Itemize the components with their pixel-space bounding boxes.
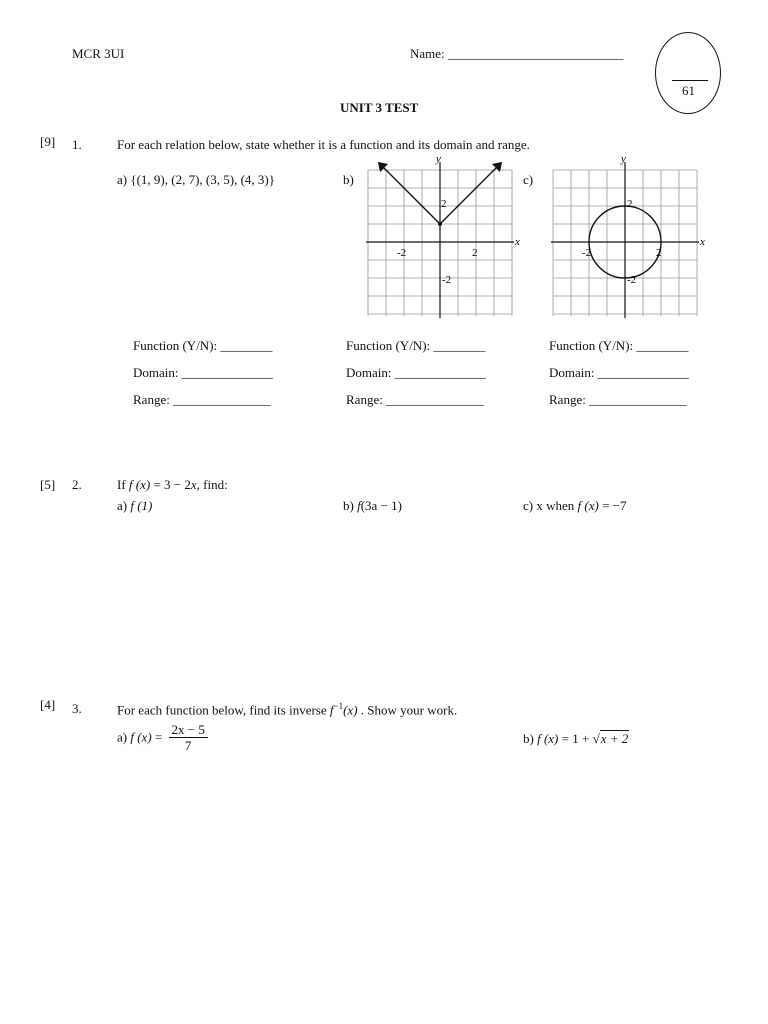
sqrt-radical-icon: √ [592,731,600,746]
graph-b-vertex [438,222,442,226]
q1b-function-field[interactable]: Function (Y/N): ________ [346,338,486,353]
graph-b-x-label: x [515,236,520,248]
q1a-domain-field[interactable]: Domain: ______________ [133,365,273,380]
name-field[interactable]: Name: ___________________________ [410,46,624,61]
q2-b-arg: (3a − 1) [360,498,402,513]
q3-a-fx: f (x) [130,729,152,745]
course-code: MCR 3UI [72,46,125,61]
q2-find: , find: [196,477,228,492]
q2-def-rhs: = 3 − 2 [153,477,191,492]
q3-a-numerator: 2x − 5 [169,722,208,738]
q2-b-label: b) [343,498,354,513]
graph-c-x-label: x [700,236,705,248]
q3-a-label: a) [117,729,128,745]
page-title: UNIT 3 TEST [340,100,419,115]
q2-marks: [5] [40,477,56,492]
q2-a-expr: f (1) [130,498,153,513]
q1a-range-field[interactable]: Range: _______________ [133,392,271,407]
graph-b-tick-y-neg: -2 [442,274,452,286]
q2-fx: f (x) [128,477,151,492]
q2-a-label: a) [117,498,128,513]
graph-b-y-label: y [436,153,441,165]
q3-part-b [523,731,629,747]
graph-c [551,152,707,322]
q1b-range-field[interactable]: Range: _______________ [346,392,484,407]
graph-c-y-label: y [621,153,626,165]
q3-prompt-start: For each function below, find its inverse [117,702,327,718]
q1-number: 1. [72,137,82,152]
q3-a-fraction [169,722,208,753]
graph-c-tick-x-neg: -2 [582,247,592,259]
q2-part-a [117,498,152,514]
q2-c-label: c) x when [523,498,575,513]
q3-part-a [117,722,208,753]
q1-prompt: For each relation below, state whether it is a function and its domain and range. [117,137,530,152]
q3-prompt-end: . Show your work. [360,702,458,718]
graph-b-tick-y-pos: 2 [441,198,447,210]
graph-c-tick-y-neg: -2 [627,274,637,286]
q3-inverse-f: f [329,702,334,718]
graph-b-tick-x-pos: 2 [472,247,478,259]
score-circle [655,32,721,114]
graph-b-tick-x-neg: -2 [397,247,407,259]
q3-prompt [117,701,457,718]
q3-number: 3. [72,701,82,716]
q3-b-fx: f (x) [537,731,559,746]
q2-if: If [117,477,126,492]
q2-c-rhs: = −7 [602,498,627,513]
q3-marks: [4] [40,697,56,712]
q1-part-a [117,172,275,188]
q2-b-f: f [357,498,361,513]
q1-b-label: b) [343,172,354,187]
q2-prompt [117,477,228,493]
q1c-function-field[interactable]: Function (Y/N): ________ [549,338,689,353]
q2-c-fx: f (x) [577,498,599,513]
q3-b-rhs: = 1 + [561,731,590,746]
q1-marks: [9] [40,134,56,149]
q1c-domain-field[interactable]: Domain: ______________ [549,365,689,380]
q1c-range-field[interactable]: Range: _______________ [549,392,687,407]
graph-c-tick-y-pos: 2 [627,198,633,210]
q2-var-x: x [190,477,197,492]
score-total: 61 [682,83,695,98]
graph-b [366,152,522,322]
q1-a-set: {(1, 9), (2, 7), (3, 5), (4, 3)} [130,172,275,187]
q3-inverse-sup: −1 [333,701,344,711]
q1a-function-field[interactable]: Function (Y/N): ________ [133,338,273,353]
q3-b-label: b) [523,731,534,746]
graph-c-tick-x-pos: 2 [656,247,662,259]
q1-a-label: a) [117,172,128,187]
q2-part-b [343,498,402,514]
score-divider [672,80,708,81]
q2-part-c [523,498,626,514]
q3-a-denominator: 7 [184,738,192,753]
q3-a-eq: = [154,729,163,745]
q1b-domain-field[interactable]: Domain: ______________ [346,365,486,380]
q3-inverse-arg: (x) [343,702,358,718]
q1-c-label: c) [523,172,534,187]
q3-b-radicand: x + 2 [600,731,629,746]
q2-number: 2. [72,477,82,492]
